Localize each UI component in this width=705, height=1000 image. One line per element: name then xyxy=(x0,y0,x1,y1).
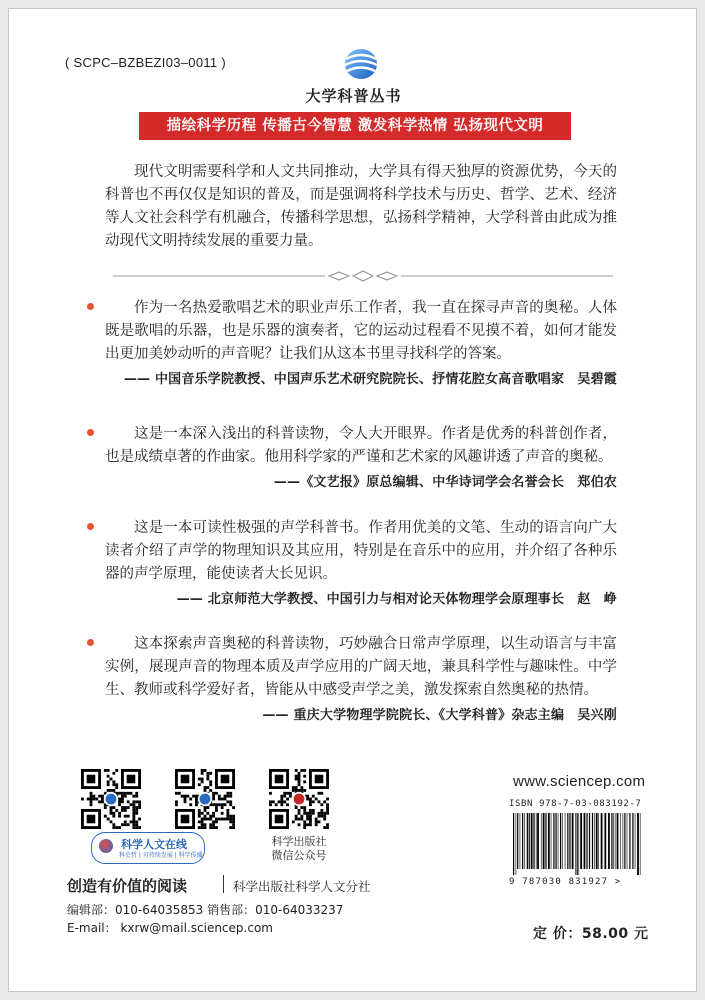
series-globe-logo xyxy=(341,47,381,81)
separator xyxy=(223,875,224,893)
review-signature: —— 北京师范大学教授、中国引力与相对论天体物理学会原理事长 赵 峥 xyxy=(176,592,617,607)
qr-code-3 xyxy=(269,769,329,829)
review-2 xyxy=(105,423,617,493)
publisher-name: 科学出版社科学人文分社 xyxy=(233,879,371,894)
series-title: 大学科普丛书 xyxy=(305,87,402,105)
ornament-divider xyxy=(113,269,613,283)
qr-label-line: 科学出版社 xyxy=(271,835,327,848)
reading-slogan: 创造有价值的阅读 xyxy=(67,877,188,895)
review-text: 这是一本深入浅出的科普读物，令人大开眼界。作者是优秀的科普创作者，也是成绩卓著的作曲家。他用科学家的严谨和艺术家的风趣讲透了声音的奥秘。 xyxy=(105,423,617,469)
brand-icon xyxy=(99,839,113,853)
website: www.sciencep.com xyxy=(513,773,646,790)
email-contact: E-mail： kxrw@mail.sciencep.com xyxy=(67,921,273,935)
qr-code-2 xyxy=(175,769,235,829)
qr-label xyxy=(259,835,339,863)
qr-code-1 xyxy=(81,769,141,829)
qr-label-line: 微信公众号 xyxy=(271,849,327,862)
bullet-icon xyxy=(87,429,94,436)
brand-subtitle: 科史哲 | 可持续发展 | 科学传播 xyxy=(119,852,203,859)
slogan-banner: 描绘科学历程 传播古今智慧 激发科学热情 弘扬现代文明 xyxy=(139,112,571,140)
phone-contacts: 编辑部：010-64035853 销售部：010-64033237 xyxy=(67,903,344,917)
isbn: ISBN 978-7-03-083192-7 xyxy=(509,799,642,809)
review-3 xyxy=(105,517,617,610)
price: 定 价：58.00 元 xyxy=(533,926,649,942)
catalog-code: ( SCPC–BZBEZI03–0011 ) xyxy=(65,55,226,70)
bullet-icon xyxy=(87,639,94,646)
review-1 xyxy=(105,297,617,390)
review-signature: —— 中国音乐学院教授、中国声乐艺术研究院院长、抒情花腔女高音歌唱家 吴碧霞 xyxy=(123,372,617,387)
bullet-icon xyxy=(87,523,94,530)
review-signature: ——《文艺报》原总编辑、中华诗词学会名誉会长 郑伯农 xyxy=(273,475,617,490)
brand-name: 科学人文在线 xyxy=(121,838,187,851)
review-text: 作为一名热爱歌唱艺术的职业声乐工作者，我一直在探寻声音的奥秘。人体既是歌唱的乐器，也是乐器的演奏者，它的运动过程看不见摸不着，如何才能发出更加美妙动听的声音呢？让我们从这本书里寻找科学的答案。 xyxy=(105,297,617,366)
isbn-barcode xyxy=(509,813,645,875)
barcode-number: 9 787030 831927 > xyxy=(509,877,622,887)
review-signature: —— 重庆大学物理学院院长、《大学科普》杂志主编 吴兴刚 xyxy=(262,708,617,723)
series-intro: 现代文明需要科学和人文共同推动，大学具有得天独厚的资源优势，今天的科普也不再仅仅是知识的普及，而是强调将科学技术与历史、哲学、艺术、经济等人文社会科学有机融合，传播科学思想，弘扬科学精神，大学科普由此成为推动现代文明持续发展的重要力量。 xyxy=(105,164,617,249)
bullet-icon xyxy=(87,303,94,310)
review-text: 这是一本可读性极强的声学科普书。作者用优美的文笔、生动的语言向广大读者介绍了声学的物理知识及其应用，特别是在音乐中的应用，并介绍了各种乐器的声学原理，能使读者大长见识。 xyxy=(105,517,617,586)
review-4 xyxy=(105,633,617,726)
book-back-cover xyxy=(8,8,697,992)
review-text: 这本探索声音奥秘的科普读物，巧妙融合日常声学原理，以生动语言与丰富实例，展现声音的物理本质及声学应用的广阔天地，兼具科学性与趣味性。中学生、教师或科学爱好者，皆能从中感受声学之美，激发探索自然奥秘的热情。 xyxy=(105,633,617,702)
